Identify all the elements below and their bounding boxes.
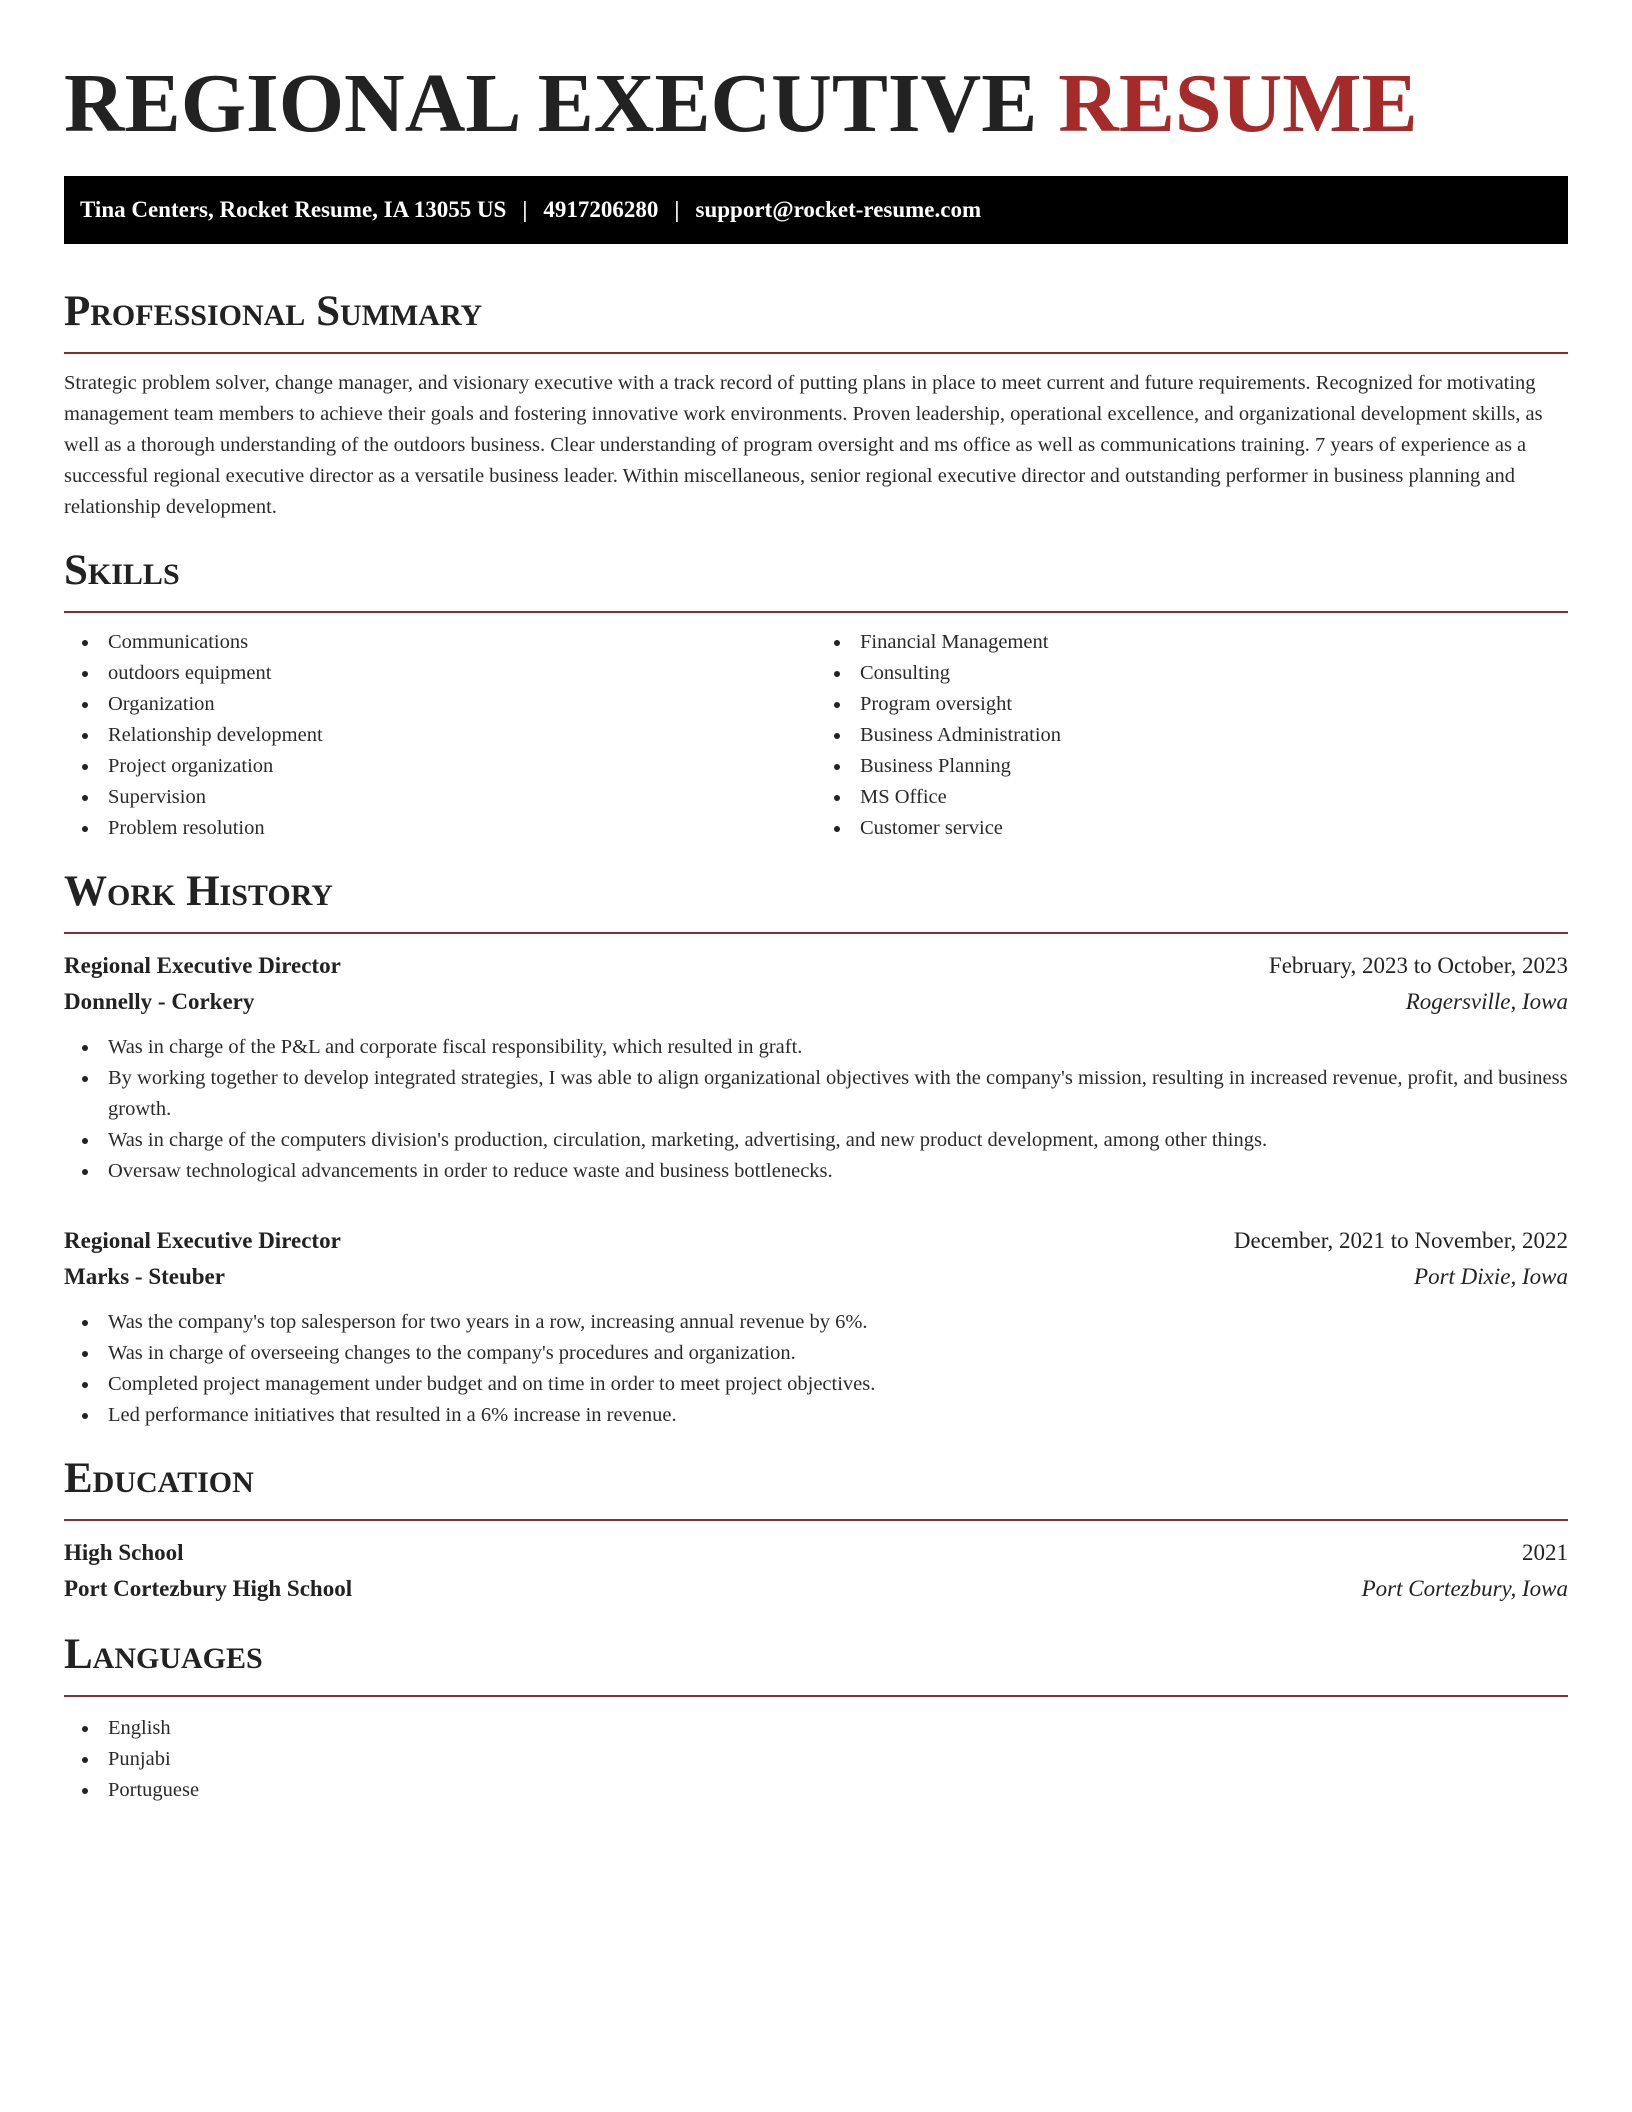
skill-item: Customer service: [816, 813, 1568, 844]
job-header-row: [64, 1223, 1568, 1259]
job-company-row: [64, 1259, 1568, 1295]
summary-text: Strategic problem solver, change manager, and visionary executive with a track record of putting plans in place to meet current and future requirements. Recognized for motivating management team members to achieve their goals and fostering innovative work environments. Proven leadership, operational excellence, and organizational development skills, as well as a thorough understanding of the outdoors business. Clear understanding of program oversight and ms office as well as communications training. 7 years of experience as a successful regional executive director as a versatile business leader. Within miscellaneous, senior regional executive director and outstanding performer in business planning and relationship development.: [64, 372, 1543, 518]
education-entry: [64, 1535, 1568, 1607]
contact-separator: |: [674, 197, 680, 222]
skill-item: Problem resolution: [64, 813, 816, 844]
skills-right-list: [816, 627, 1568, 844]
skill-item: Communications: [64, 627, 816, 658]
job-bullet: Was in charge of overseeing changes to the company's procedures and organization.: [64, 1338, 1568, 1369]
skill-item: Supervision: [64, 782, 816, 813]
job-bullet: Was in charge of the computers division's production, circulation, marketing, advertising, and new product development, among other things.: [64, 1125, 1568, 1156]
job-company: Donnelly - Corkery: [64, 989, 255, 1014]
job-bullet: Was the company's top salesperson for two years in a row, increasing annual revenue by 6%.: [64, 1307, 1568, 1338]
contact-email: support@rocket-resume.com: [695, 197, 982, 222]
skill-item: Consulting: [816, 658, 1568, 689]
job-location: Port Dixie, Iowa: [1414, 1264, 1568, 1289]
skill-item: Business Planning: [816, 751, 1568, 782]
skills-left-list: [64, 627, 816, 844]
work-heading: Work History: [64, 866, 1568, 934]
job-company-row: [64, 984, 1568, 1020]
summary-heading: Professional Summary: [64, 286, 1568, 354]
skills-heading: Skills: [64, 545, 1568, 613]
job-bullet: Led performance initiatives that resulted in a 6% increase in revenue.: [64, 1400, 1568, 1431]
job-entry: [64, 948, 1568, 1187]
job-company: Marks - Steuber: [64, 1264, 225, 1289]
languages-list: [64, 1713, 1568, 1806]
skill-item: Relationship development: [64, 720, 816, 751]
education-school-row: [64, 1571, 1568, 1607]
skill-item: Program oversight: [816, 689, 1568, 720]
language-item: Punjabi: [64, 1744, 1568, 1775]
contact-phone: 4917206280: [543, 197, 659, 222]
skill-item: MS Office: [816, 782, 1568, 813]
summary-section: [64, 286, 1568, 523]
education-heading: Education: [64, 1453, 1568, 1521]
job-location: Rogersville, Iowa: [1405, 989, 1568, 1014]
education-section: [64, 1453, 1568, 1607]
title-accent: RESUME: [1058, 57, 1418, 150]
contact-bar: [64, 176, 1568, 244]
job-bullet: Was in charge of the P&L and corporate fiscal responsibility, which resulted in graft.: [64, 1032, 1568, 1063]
job-dates: December, 2021 to November, 2022: [1233, 1228, 1568, 1253]
job-header-row: [64, 948, 1568, 984]
education-year: 2021: [1522, 1540, 1568, 1565]
job-role: Regional Executive Director: [64, 953, 341, 978]
job-bullet: Oversaw technological advancements in order to reduce waste and business bottlenecks.: [64, 1156, 1568, 1187]
job-dates: February, 2023 to October, 2023: [1268, 953, 1568, 978]
skill-item: Project organization: [64, 751, 816, 782]
skill-item: Financial Management: [816, 627, 1568, 658]
skills-columns: [64, 627, 1568, 844]
job-bullet: Completed project management under budget and on time in order to meet project objectives.: [64, 1369, 1568, 1400]
skill-item: Business Administration: [816, 720, 1568, 751]
languages-section: [64, 1629, 1568, 1806]
job-bullets: [64, 1032, 1568, 1187]
skill-item: outdoors equipment: [64, 658, 816, 689]
contact-separator: |: [522, 197, 528, 222]
education-header-row: [64, 1535, 1568, 1571]
languages-heading: Languages: [64, 1629, 1568, 1697]
job-bullet: By working together to develop integrated strategies, I was able to align organizational objectives with the company's mission, resulting in increased revenue, profit, and business growth.: [64, 1063, 1568, 1125]
resume-title: [64, 56, 1568, 152]
job-bullets: [64, 1307, 1568, 1431]
title-main: REGIONAL EXECUTIVE: [64, 57, 1038, 150]
education-degree: High School: [64, 1540, 184, 1565]
job-entry: [64, 1223, 1568, 1431]
education-location: Port Cortezbury, Iowa: [1361, 1576, 1568, 1601]
contact-address: Tina Centers, Rocket Resume, IA 13055 US: [80, 197, 507, 222]
work-section: [64, 866, 1568, 1431]
education-school: Port Cortezbury High School: [64, 1576, 353, 1601]
language-item: English: [64, 1713, 1568, 1744]
skill-item: Organization: [64, 689, 816, 720]
language-item: Portuguese: [64, 1775, 1568, 1806]
job-role: Regional Executive Director: [64, 1228, 341, 1253]
skills-section: [64, 545, 1568, 844]
